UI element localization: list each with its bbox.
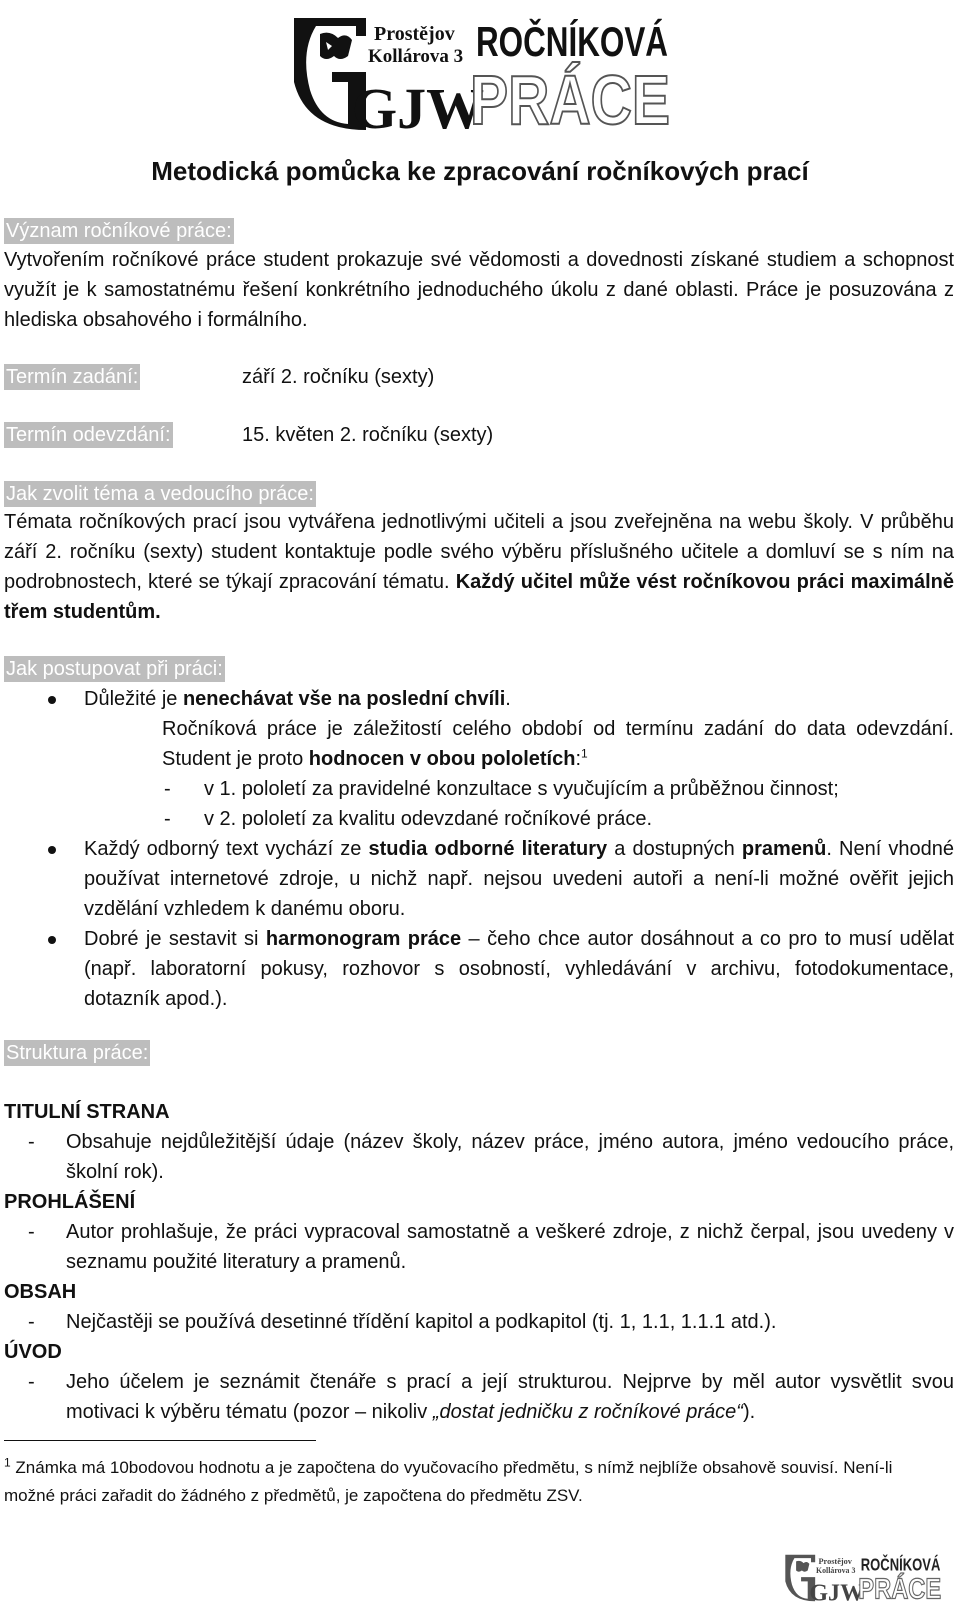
footnote-separator: [4, 1440, 316, 1441]
heading-struktura: Struktura práce:: [6, 1042, 149, 1064]
section-struktura: [4, 1040, 150, 1066]
value-termin-zadani: září 2. ročníku (sexty): [242, 366, 435, 388]
heading-vyznam: Význam ročníkové práce:: [6, 220, 232, 242]
struktura-body: [4, 1097, 954, 1427]
heading-obsah: OBSAH: [4, 1281, 77, 1303]
b3-post: – čeho chce autor dosáhnout a co pro to musí udělat (např. laboratorní pokusy, rozhovor s osobností, vyhledávání v archivu, fotodokumentace, dotazník apod.).: [84, 928, 955, 1010]
tema-text: [4, 507, 954, 627]
label-termin-zadani: Termín zadání:: [6, 366, 139, 388]
b1-sub-post: :: [575, 748, 581, 770]
tema-text-plain: Témata ročníkových prací jsou vytvářena jednotlivými učiteli a jsou zveřejněna na webu školy. V průběhu září 2. ročníku (sexty) student kontaktuje podle svého výběru příslušného učitele a domluví se s ním na podrobnostech, které se týkají zpracování tématu.: [4, 511, 954, 593]
row-termin-zadani: [4, 364, 435, 390]
list-item: - v 2. pololetí za kvalitu odevzdané ročníkové práce.: [164, 804, 954, 834]
section-postup: [4, 656, 225, 682]
b1-post: .: [505, 688, 511, 710]
footer-logo: [782, 1548, 960, 1608]
footnote-mark: 1: [4, 1455, 11, 1470]
b1-sub-bold: hodnocen v obou pololetích: [308, 748, 576, 770]
footnote: [4, 1454, 930, 1510]
uvod-post: ).: [742, 1401, 756, 1423]
b2-pre: Každý odborný text vychází ze: [84, 838, 369, 860]
b1-bold: nenechávat vše na poslední chvíli: [182, 688, 506, 710]
heading-postup: Jak postupovat při práci:: [6, 658, 223, 680]
footer-logo-street: Kollárova 3: [816, 1566, 856, 1576]
list-item: [4, 684, 954, 714]
tema-text-bold: Každý učitel může vést ročníkovou práci maximálně třem studentům.: [4, 571, 954, 623]
uvod-pre: Jeho účelem je seznámit čtenáře s prací a její strukturou. Nejprve by měl autor vysvětlit svou motivaci k výběru tématu (pozor – nikoliv: [66, 1371, 954, 1423]
b2-mid: a dostupných: [607, 838, 742, 860]
heading-prohlaseni: PROHLÁŠENÍ: [4, 1191, 136, 1213]
logo-street: Kollárova 3: [368, 46, 464, 67]
logo-word-top: ROČNÍKOVÁ: [476, 18, 733, 65]
text-titulni-strana: - Obsahuje nejdůležitější údaje (název školy, název práce, jméno autora, jméno vedoucího práce, školní rok).: [4, 1127, 954, 1187]
footnote-text: Známka má 10bodovou hodnotu a je započtena do vyučovacího předmětu, s nímž nejblíže obsahově souvisí. Není-li možné práci zařadit do žádného z předmětů, je započtena do předmětu ZSV.: [4, 1458, 893, 1505]
footer-logo-word-top: ROČNÍKOVÁ: [860, 1554, 941, 1575]
text-obsah: - Nejčastěji se používá desetinné třídění kapitol a podkapitol (tj. 1, 1.1, 1.1.1 atd.).: [4, 1307, 954, 1337]
list-item: - v 1. pololetí za pravidelné konzultace s vyučujícím a průběžnou činnost;: [164, 774, 954, 804]
footer-logo-word-bottom: PRÁCE: [858, 1573, 960, 1606]
school-logo: [286, 12, 733, 141]
text-uvod: [4, 1367, 954, 1427]
uvod-italic: „dostat jedničku z ročníkové práce“: [432, 1401, 743, 1423]
b1-sub-paragraph: [4, 714, 954, 774]
text-prohlaseni: - Autor prohlašuje, že práci vypracoval samostatně a veškeré zdroje, z nichž čerpal, jsou uvedeny v seznamu použité literatury a pramenů.: [4, 1217, 954, 1277]
postup-bullet-list: [4, 684, 954, 714]
b2-bold2: pramenů: [741, 838, 827, 860]
b2-bold1: studia odborné literatury: [368, 838, 608, 860]
heading-tema: Jak zvolit téma a vedoucího práce:: [6, 483, 314, 505]
footer-logo-monogram: GJW: [809, 1580, 865, 1607]
list-item: [4, 834, 954, 924]
page-title: Metodická pomůcka ke zpracování ročníkových prací: [151, 156, 809, 186]
label-termin-odevzdani: Termín odevzdání:: [6, 424, 171, 446]
section-vyznam: [4, 218, 234, 244]
vyznam-text: Vytvořením ročníkové práce student prokazuje své vědomosti a dovednosti získané studiem a schopnost využít je k samostatnému řešení konkrétního jednoduchého úkolu z dané oblasti. Práce je posuzována z hlediska obsahového i formálního.: [4, 249, 954, 331]
footnote-ref: 1: [581, 746, 588, 761]
postup-list-wrap: [4, 684, 954, 1014]
heading-titulni-strana: TITULNÍ STRANA: [4, 1101, 170, 1123]
b1-sub-pre: Ročníková práce je záležitostí celého období od termínu zadání do data odevzdání. Student je proto: [162, 718, 954, 770]
row-termin-odevzdani: [4, 422, 494, 448]
logo-word-bottom: PRÁCE: [470, 61, 670, 139]
list-item: [4, 924, 954, 1014]
b2-post: . Není vhodné používat internetové zdroje, u nichž např. nejsou uvedeni autoři a není-li možné ověřit jejich vzdělání vzhledem k danému oboru.: [84, 838, 954, 920]
b1-dash-list: [4, 774, 954, 834]
b3-pre: Dobré je sestavit si: [84, 928, 266, 950]
heading-uvod: ÚVOD: [4, 1341, 62, 1363]
logo-monogram: GJW: [352, 76, 485, 141]
footer-logo-city: Prostějov: [818, 1556, 852, 1566]
postup-bullet-list-2: [4, 834, 954, 1014]
b1-pre: Důležité je: [84, 688, 183, 710]
section-tema: [4, 481, 316, 507]
logo-city: Prostějov: [374, 23, 455, 45]
b3-bold: harmonogram práce: [265, 928, 462, 950]
value-termin-odevzdani: 15. květen 2. ročníku (sexty): [242, 424, 494, 446]
